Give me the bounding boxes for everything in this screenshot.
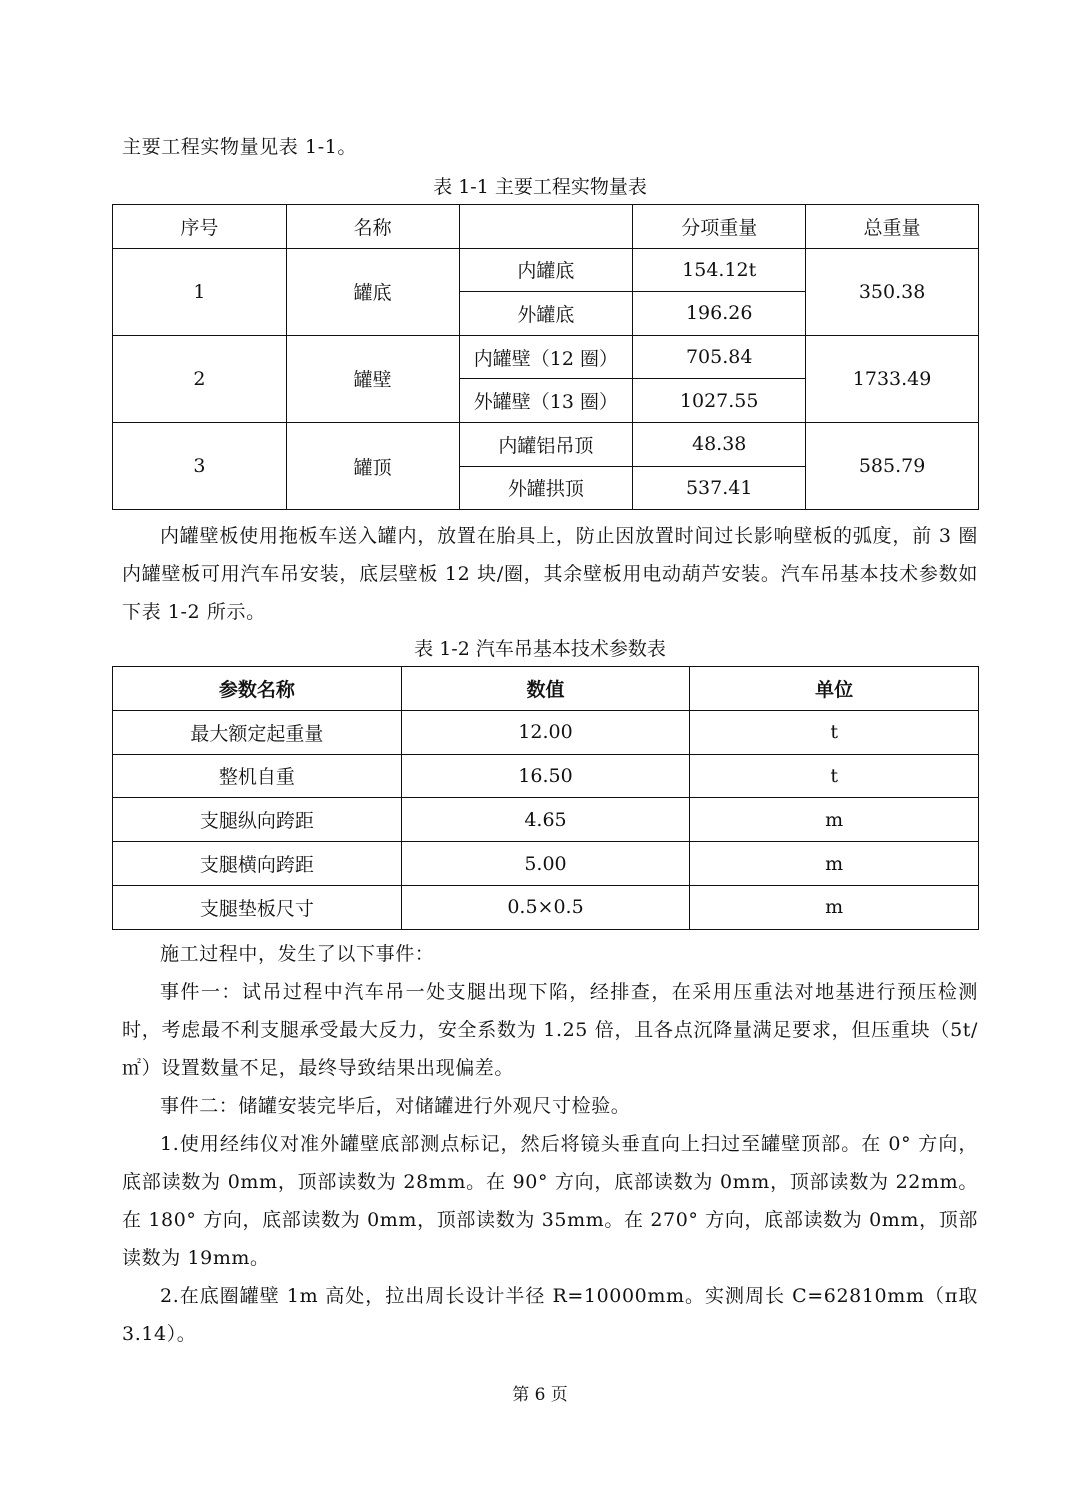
table-row [113,248,979,292]
table1-caption: 表 1-1 主要工程实物量表 [433,176,647,198]
table-row [113,842,979,886]
table-row [113,710,979,754]
page-number: 第 6 页 [512,1385,568,1405]
row-number-cell: 1 [113,248,287,335]
header-cell: 参数名称 [113,667,402,711]
row-name-cell: 罐壁 [286,335,459,422]
param-unit-cell: m [690,798,979,842]
table-row [113,754,979,798]
item-weight-cell: 196.26 [633,292,806,336]
param-value-cell: 4.65 [401,798,690,842]
row-name-cell: 罐底 [286,248,459,335]
item-weight-cell: 48.38 [633,422,806,466]
total-weight-cell: 585.79 [806,422,979,509]
param-unit-cell: m [690,885,979,929]
row-number-cell: 3 [113,422,287,509]
table-header-row [113,667,979,711]
crane-parameters-table [112,666,979,930]
param-unit-cell: t [690,754,979,798]
item-label-cell: 外罐底 [459,292,633,336]
item-weight-cell: 705.84 [633,335,806,379]
table2-caption: 表 1-2 汽车吊基本技术参数表 [414,638,666,660]
param-name-cell: 最大额定起重量 [113,710,402,754]
param-name-cell: 整机自重 [113,754,402,798]
header-cell [459,205,633,249]
total-weight-cell: 350.38 [806,248,979,335]
table-row [113,422,979,466]
inspection-item-2-paragraph: 2.在底圈罐壁 1m 高处，拉出周长设计半径 R=10000mm。实测周长 C=62810mm（π取 3.14）。 [122,1285,978,1345]
event-one-paragraph: 事件一：试吊过程中汽车吊一处支腿出现下陷，经排查，在采用压重法对地基进行预压检测时，考虑最不利支腿承受最大反力，安全系数为 1.25 倍，且各点沉降量满足要求，但压重块（5t/㎡）设置数量不足，最终导致结果出现偏差。 [122,981,978,1079]
event-two-paragraph: 事件二：储罐安装完毕后，对储罐进行外观尺寸检验。 [160,1095,631,1117]
crane-description-paragraph: 内罐壁板使用拖板车送入罐内，放置在胎具上，防止因放置时间过长影响壁板的弧度，前 3 圈内罐壁板可用汽车吊安装，底层壁板 12 块/圈，其余壁板用电动葫芦安装。汽车吊基本技术参数如下表 1-2 所示。 [122,525,978,623]
header-cell: 单位 [690,667,979,711]
item-label-cell: 内罐壁（12 圈） [459,335,633,379]
item-weight-cell: 537.41 [633,466,806,510]
param-name-cell: 支腿垫板尺寸 [113,885,402,929]
param-unit-cell: m [690,842,979,886]
param-name-cell: 支腿纵向跨距 [113,798,402,842]
table-header-row [113,205,979,249]
item-label-cell: 外罐拱顶 [459,466,633,510]
intro-paragraph: 主要工程实物量见表 1-1。 [122,136,358,158]
table-row [113,798,979,842]
header-cell: 名称 [286,205,459,249]
row-number-cell: 2 [113,335,287,422]
item-weight-cell: 1027.55 [633,379,806,423]
item-label-cell: 内罐铝吊顶 [459,422,633,466]
total-weight-cell: 1733.49 [806,335,979,422]
param-value-cell: 5.00 [401,842,690,886]
table-row [113,885,979,929]
header-cell: 分项重量 [633,205,806,249]
row-name-cell: 罐顶 [286,422,459,509]
header-cell: 总重量 [806,205,979,249]
item-weight-cell: 154.12t [633,248,806,292]
param-value-cell: 16.50 [401,754,690,798]
inspection-item-1-paragraph: 1.使用经纬仪对准外罐壁底部测点标记，然后将镜头垂直向上扫过至罐壁顶部。在 0° 方向，底部读数为 0mm，顶部读数为 28mm。在 90° 方向，底部读数为 0mm，顶部读数为 22mm。在 180° 方向，底部读数为 0mm，顶部读数为 35mm。在 270° 方向，底部读数为 0mm，顶部读数为 19mm。 [122,1133,978,1269]
events-intro-paragraph: 施工过程中，发生了以下事件： [160,943,435,965]
param-value-cell: 12.00 [401,710,690,754]
table-row [113,335,979,379]
param-name-cell: 支腿横向跨距 [113,842,402,886]
item-label-cell: 内罐底 [459,248,633,292]
param-value-cell: 0.5×0.5 [401,885,690,929]
header-cell: 序号 [113,205,287,249]
param-unit-cell: t [690,710,979,754]
quantity-table [112,204,979,510]
item-label-cell: 外罐壁（13 圈） [459,379,633,423]
header-cell: 数值 [401,667,690,711]
